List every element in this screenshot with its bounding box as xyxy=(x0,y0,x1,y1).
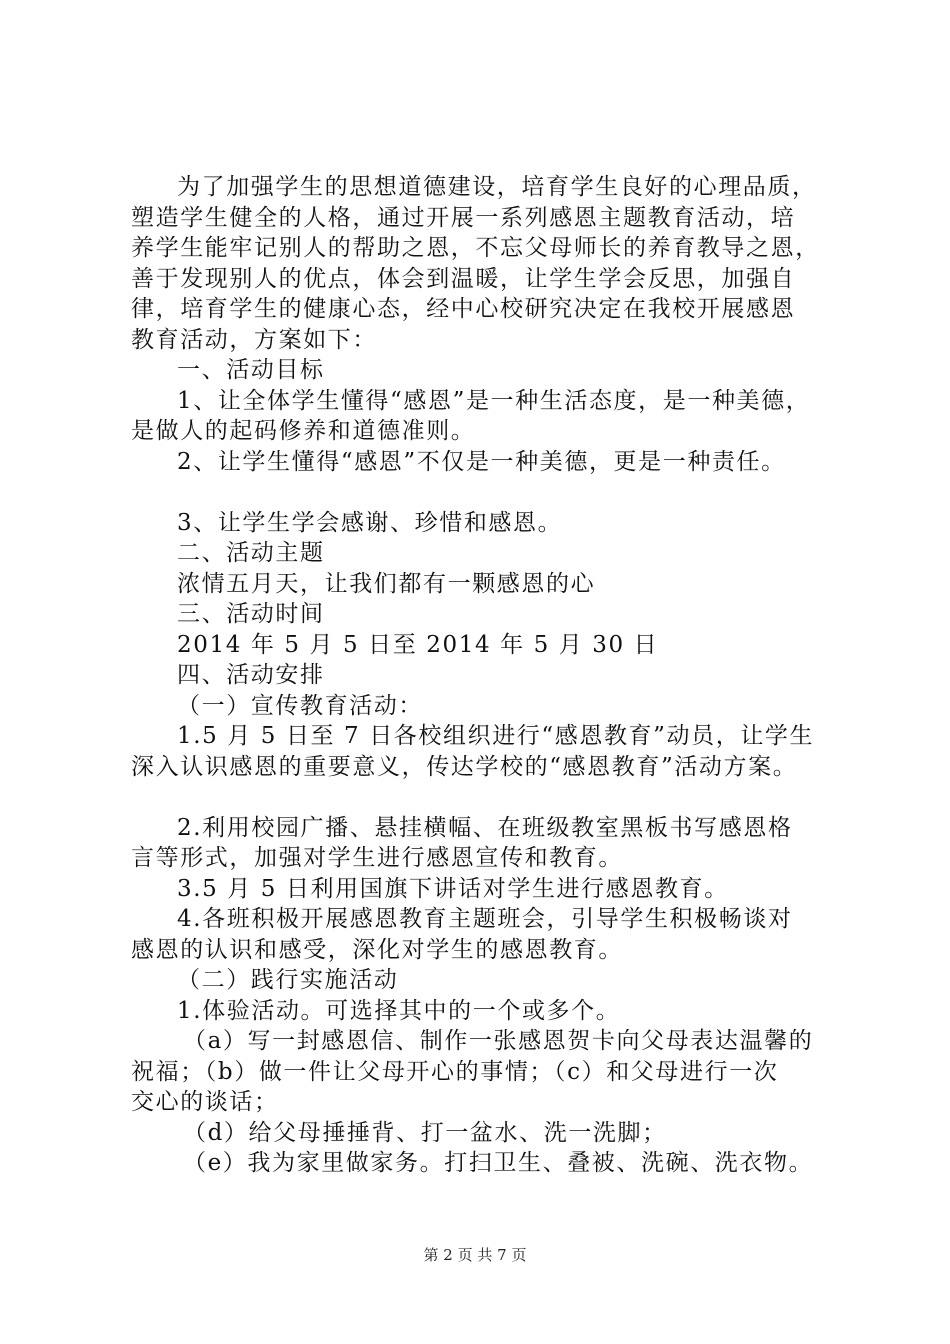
subsection-heading: （二）践行实施活动 xyxy=(177,967,399,993)
paragraph-line: 交心的谈话； xyxy=(131,1089,279,1115)
paragraph-line: （d）给父母捶捶背、打一盆水、洗一洗脚； xyxy=(183,1119,667,1146)
document-body xyxy=(131,172,841,1179)
section-heading: 二、活动主题 xyxy=(177,540,325,566)
paragraph-line: 2014 年 5 月 5 日至 2014 年 5 月 30 日 xyxy=(177,631,659,658)
paragraph-line: 2.利用校园广播、悬挂横幅、在班级教室黑板书写感恩格 xyxy=(177,814,793,841)
subsection-heading: （一）宣传教育活动： xyxy=(177,692,423,719)
paragraph-line: 是做人的起码修养和道德准则。 xyxy=(131,418,476,444)
paragraph-line: 4.各班积极开展感恩教育主题班会，引导学生积极畅谈对 xyxy=(177,906,793,932)
paragraph-line: 为了加强学生的思想道德建设，培育学生良好的心理品质， xyxy=(177,174,817,200)
paragraph-line: 3.5 月 5 日利用国旗下讲话对学生进行感恩教育。 xyxy=(177,875,729,902)
paragraph-line: 言等形式，加强对学生进行感恩宣传和教育。 xyxy=(131,845,623,871)
paragraph-line: 祝福；（b）做一件让父母开心的事情；（c）和父母进行一次 xyxy=(131,1058,779,1085)
paragraph-line: 感恩的认识和感受，深化对学生的感恩教育。 xyxy=(131,936,623,963)
paragraph-line: 律，培育学生的健康心态，经中心校研究决定在我校开展感恩 xyxy=(131,296,796,322)
page-number: 第 2 页 共 7 页 xyxy=(423,1246,527,1264)
blank-line xyxy=(131,477,841,508)
paragraph-line: 1.5 月 5 日至 7 日各校组织进行“感恩教育”动员，让学生 xyxy=(177,723,815,749)
paragraph-line: 塑造学生健全的人格，通过开展一系列感恩主题教育活动，培 xyxy=(131,204,796,231)
paragraph-line: （e）我为家里做家务。打扫卫生、叠被、洗碗、洗衣物。 xyxy=(183,1150,814,1176)
section-heading: 三、活动时间 xyxy=(177,601,325,627)
paragraph-line: 教育活动，方案如下： xyxy=(131,326,377,353)
paragraph-line: 深入认识感恩的重要意义，传达学校的“感恩教育”活动方案。 xyxy=(131,753,798,780)
blank-line xyxy=(131,782,841,813)
paragraph-line: 1.体验活动。可选择其中的一个或多个。 xyxy=(177,997,621,1024)
section-heading: 四、活动安排 xyxy=(177,662,325,688)
paragraph-line: （a）写一封感恩信、制作一张感恩贺卡向父母表达温馨的 xyxy=(183,1028,814,1054)
paragraph-line: 善于发现别人的优点，体会到温暖，让学生学会反思，加强自 xyxy=(131,265,796,292)
paragraph-line: 1、让全体学生懂得“感恩”是一种生活态度，是一种美德， xyxy=(177,387,811,414)
paragraph-line: 养学生能牢记别人的帮助之恩，不忘父母师长的养育教导之恩， xyxy=(131,235,820,261)
paragraph-line: 浓情五月天，让我们都有一颗感恩的心 xyxy=(177,570,596,597)
paragraph-line: 3、让学生学会感谢、珍惜和感恩。 xyxy=(177,509,563,536)
section-heading: 一、活动目标 xyxy=(177,357,325,383)
paragraph-line: 2、让学生懂得“感恩”不仅是一种美德，更是一种责任。 xyxy=(177,448,786,475)
